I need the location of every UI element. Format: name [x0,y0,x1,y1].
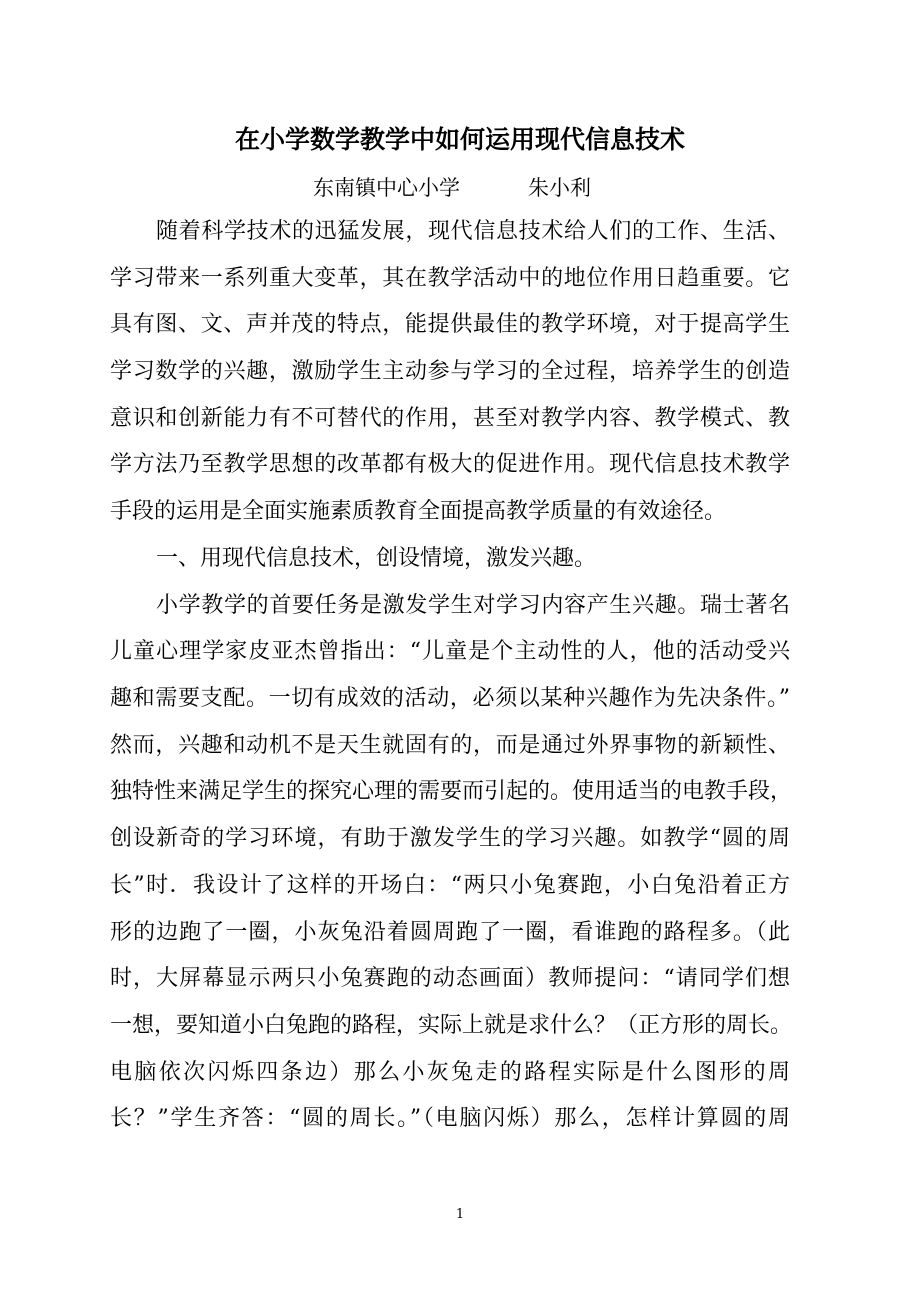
paragraph-line: 趣和需要支配。一切有成效的活动，必须以某种兴趣作为先决条件。” [110,686,790,711]
author-school: 东南镇中心小学 [313,176,460,200]
paragraph-line: 儿童心理学家皮亚杰曾指出：“儿童是个主动性的人，他的活动受兴 [110,639,790,664]
paragraph-line: 意识和创新能力有不可替代的作用，甚至对教学内容、教学模式、教 [110,406,790,431]
paragraph-line: 独特性来满足学生的探究心理的需要而引起的。使用适当的电教手段， [110,779,793,804]
paragraph-line: 学习带来一系列重大变革，其在教学活动中的地位作用日趋重要。它 [110,266,790,291]
page-number: 1 [455,1207,465,1222]
paragraph-line: 学方法乃至教学思想的改革都有极大的促进作用。现代信息技术教学 [110,452,790,477]
paragraph-line: 长？”学生齐答：“圆的周长。”（电脑闪烁）那么，怎样计算圆的周 [110,1106,790,1131]
paragraph-line: 小学教学的首要任务是激发学生对学习内容产生兴趣。瑞士著名 [156,593,790,618]
paragraph-line: 学习数学的兴趣，激励学生主动参与学习的全过程，培养学生的创造 [110,359,790,384]
paragraph-line: 长”时．我设计了这样的开场白：“两只小兔赛跑，小白兔沿着正方 [110,873,790,898]
author-name: 朱小利 [528,176,591,200]
paragraph-line: 然而，兴趣和动机不是天生就固有的，而是通过外界事物的新颖性、 [110,733,790,758]
paragraph-line: 一想，要知道小白兔跑的路程，实际上就是求什么？（正方形的周长。 [110,1013,793,1038]
paragraph-line: 形的边跑了一圈，小灰兔沿着圆周跑了一圈，看谁跑的路程多。（此 [110,920,790,945]
paragraph-line: 时，大屏幕显示两只小兔赛跑的动态画面）教师提问：“请同学们想 [110,966,790,991]
document-title: 在小学数学教学中如何运用现代信息技术 [234,125,685,154]
paragraph-line: 具有图、文、声并茂的特点，能提供最佳的教学环境，对于提高学生 [110,312,790,337]
paragraph-line: 一、用现代信息技术，创设情境，激发兴趣。 [156,546,597,571]
paragraph-line: 创设新奇的学习环境，有助于激发学生的学习兴趣。如教学“圆的周 [110,826,790,851]
paragraph-line: 手段的运用是全面实施素质教育全面提高教学质量的有效途径。 [110,499,727,524]
paragraph-line: 随着科学技术的迅猛发展，现代信息技术给人们的工作、生活、 [156,219,790,244]
paragraph-line: 电脑依次闪烁四条边）那么小灰兔走的路程实际是什么图形的周 [110,1060,790,1085]
